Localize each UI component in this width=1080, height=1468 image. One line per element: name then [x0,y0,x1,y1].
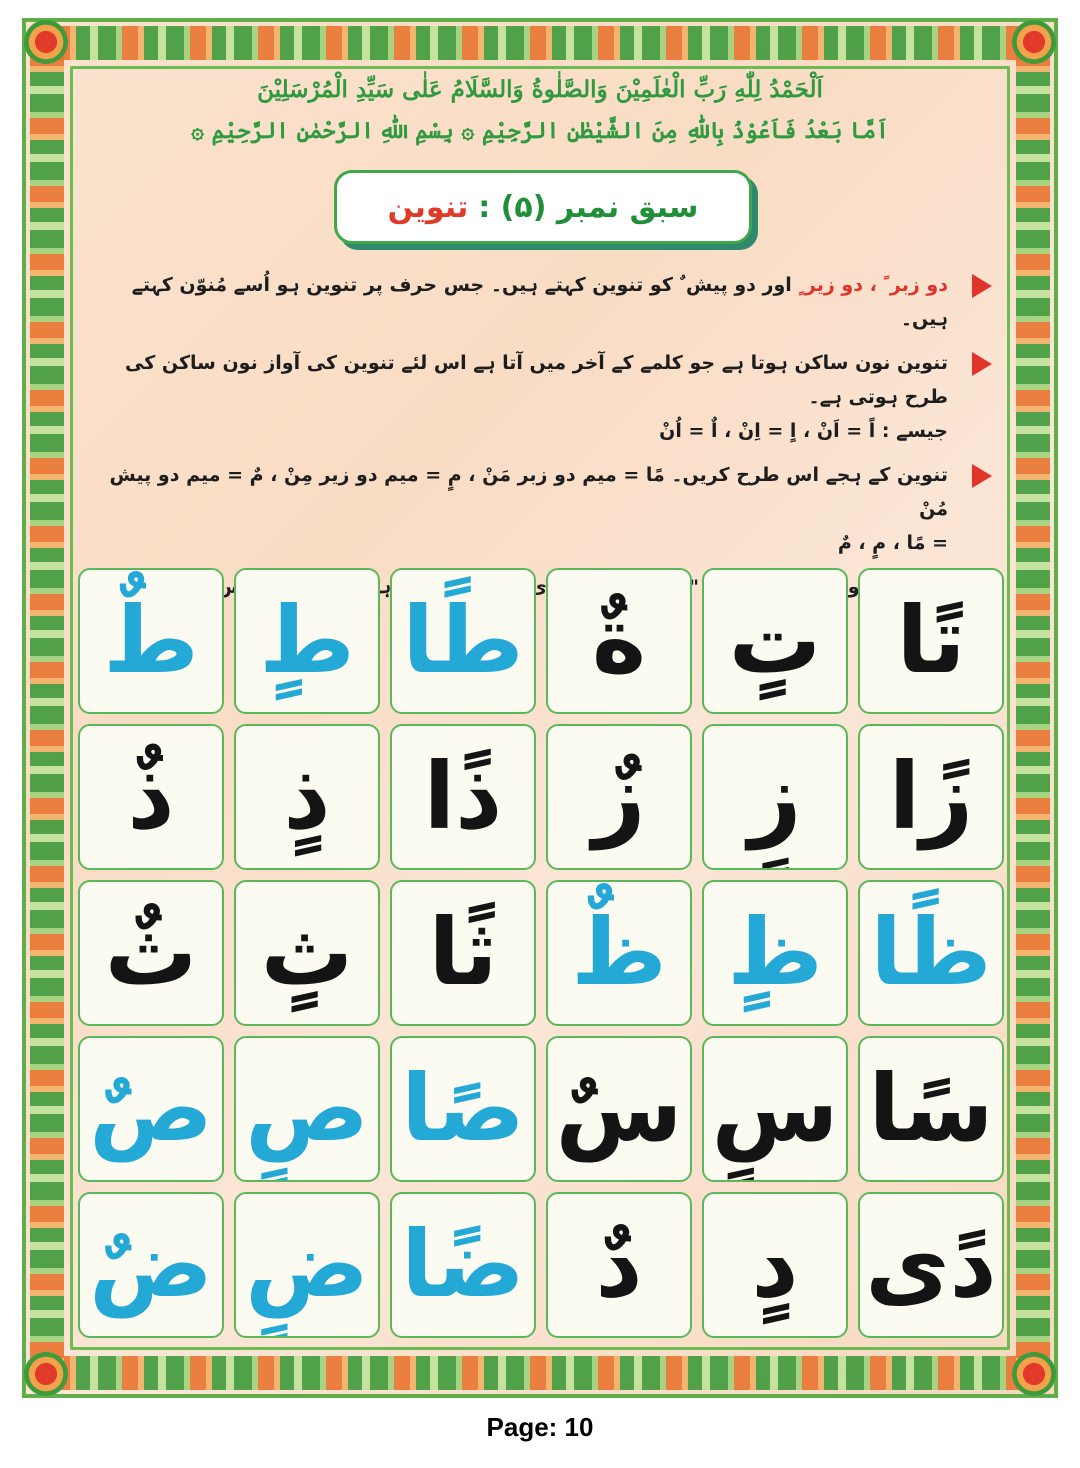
corner-ornament-icon [24,20,68,64]
tanween-letter: ذًا [423,743,503,850]
bullet-arrow-icon [972,464,992,488]
header-bismillah-line: اَمَّا بَعْدُ فَاَعُوْذُ بِاللّٰهِ مِنَ الشَّيْطٰنِ الرَّجِيْمِ ۞ بِسْمِ اللّٰهِ الرَّحْمٰنِ الرَّحِيْمِ ۞ [191,118,889,144]
page-number: Page: 10 [486,1412,594,1442]
letter-card [234,568,380,714]
tanween-letter: سٌ [555,1055,683,1162]
lesson-page [22,18,1058,1398]
vine-border-right [1016,26,1050,1390]
tanween-letter: تٍ [728,587,822,694]
tanween-letter: ضٍ [245,1211,369,1318]
bullet-arrow-icon [972,274,992,298]
tanween-letter: طًا [402,587,524,694]
letter-card [858,568,1004,714]
tanween-letter: طٌ [103,587,199,694]
letter-card [702,1036,848,1182]
letter-grid [78,568,1004,1338]
tanween-letter: ثٍ [260,899,354,1006]
rule-text: تنوین نون ساکن ہوتا ہے جو کلمے کے آخر میں آتا ہے اس لئے تنوین کی آواز نون ساکن کی طرح ہوتی ہے۔ [124,352,948,408]
letter-card [546,724,692,870]
lesson-title-box [334,170,752,244]
letter-card [702,724,848,870]
header-praise-line: اَلْحَمْدُ لِلّٰهِ رَبِّ الْعٰلَمِيْنَ وَالصَّلٰوةُ وَالسَّلَامُ عَلٰى سَيِّدِ الْمُرْسَلِيْنَ [257,76,823,103]
tanween-letter: صٌ [89,1055,213,1162]
tanween-letter: دًى [865,1211,997,1318]
letter-card [390,1192,536,1338]
tanween-letter: ةٌ [591,587,647,694]
letter-card [234,1036,380,1182]
tanween-letter: سًا [868,1055,994,1162]
tanween-letter: طٍ [259,587,355,694]
letter-card [78,880,224,1026]
letter-card [234,724,380,870]
rule-example: = مًا ، مٍ ، مٌ [837,532,948,554]
rule-item [80,268,1000,336]
rule-example: جیسے : اً = اَنْ ، اٍ = اِنْ ، اٌ = اُنْ [659,420,948,442]
tanween-letter: زٍ [748,743,802,850]
rule-item [80,458,1000,560]
tanween-letter: ضًا [401,1211,525,1318]
tanween-letter: ظًا [870,899,992,1006]
letter-card [702,568,848,714]
rule-text: تنوین " ی [529,576,875,598]
vine-border-top [30,26,1050,60]
corner-ornament-icon [1012,1352,1056,1396]
letter-card [390,724,536,870]
tanween-letter: ضٌ [89,1211,213,1318]
corner-ornament-icon [1012,20,1056,64]
lesson-title-main: سبق نمبر (۵) : [478,189,699,225]
letter-card [858,1192,1004,1338]
tanween-letter: ثًا [428,899,498,1006]
tanween-letter: دٌ [595,1211,643,1318]
rule-item [80,346,1000,448]
tanween-letter: صًا [401,1055,525,1162]
letter-card [78,724,224,870]
letter-card [78,568,224,714]
letter-card [234,880,380,1026]
rule-lead: دو زبر ً ، دو زیر ٍ [798,274,948,296]
tanween-letter: ذٌ [127,743,175,850]
rules-list [80,268,1000,614]
letter-card [702,880,848,1026]
vine-border-bottom [30,1356,1050,1390]
tanween-letter: ظٍ [727,899,823,1006]
corner-ornament-icon [24,1352,68,1396]
tanween-letter: تًا [896,587,966,694]
tanween-letter: دٍ [751,1211,799,1318]
tanween-letter: زًا [888,743,974,850]
letter-card [702,1192,848,1338]
letter-card [390,1036,536,1182]
tanween-letter: ثٌ [104,899,198,1006]
tanween-letter: ظٌ [571,899,667,1006]
letter-card [546,1192,692,1338]
bullet-arrow-icon [972,352,992,376]
tanween-letter: صٍ [245,1055,369,1162]
letter-card [78,1036,224,1182]
tanween-letter: سٍ [711,1055,839,1162]
letter-card [390,880,536,1026]
tanween-letter: ذٍ [283,743,331,850]
letter-card [546,1036,692,1182]
rule-text: اور دو پیش ٌ کو تنوین کہتے ہیں۔ جس حرف پر تنوین ہو اُسے مُنوّن کہتے ہیں۔ [131,274,948,330]
vine-border-left [30,26,64,1390]
letter-card [858,724,1004,870]
letter-card [78,1192,224,1338]
letter-card [858,1036,1004,1182]
letter-card [390,568,536,714]
letter-card [234,1192,380,1338]
letter-card [546,568,692,714]
tanween-letter: زٌ [592,743,646,850]
letter-card [546,880,692,1026]
rule-text: تنوین کے ہجے اس طرح کریں۔ مًا = میم دو زبر مَنْ ، مٍ = میم دو زیر مِنْ ، مٌ = میم دو پیش مُنْ [109,464,948,520]
letter-card [858,880,1004,1026]
lesson-title-sub: تنوین [387,189,469,225]
